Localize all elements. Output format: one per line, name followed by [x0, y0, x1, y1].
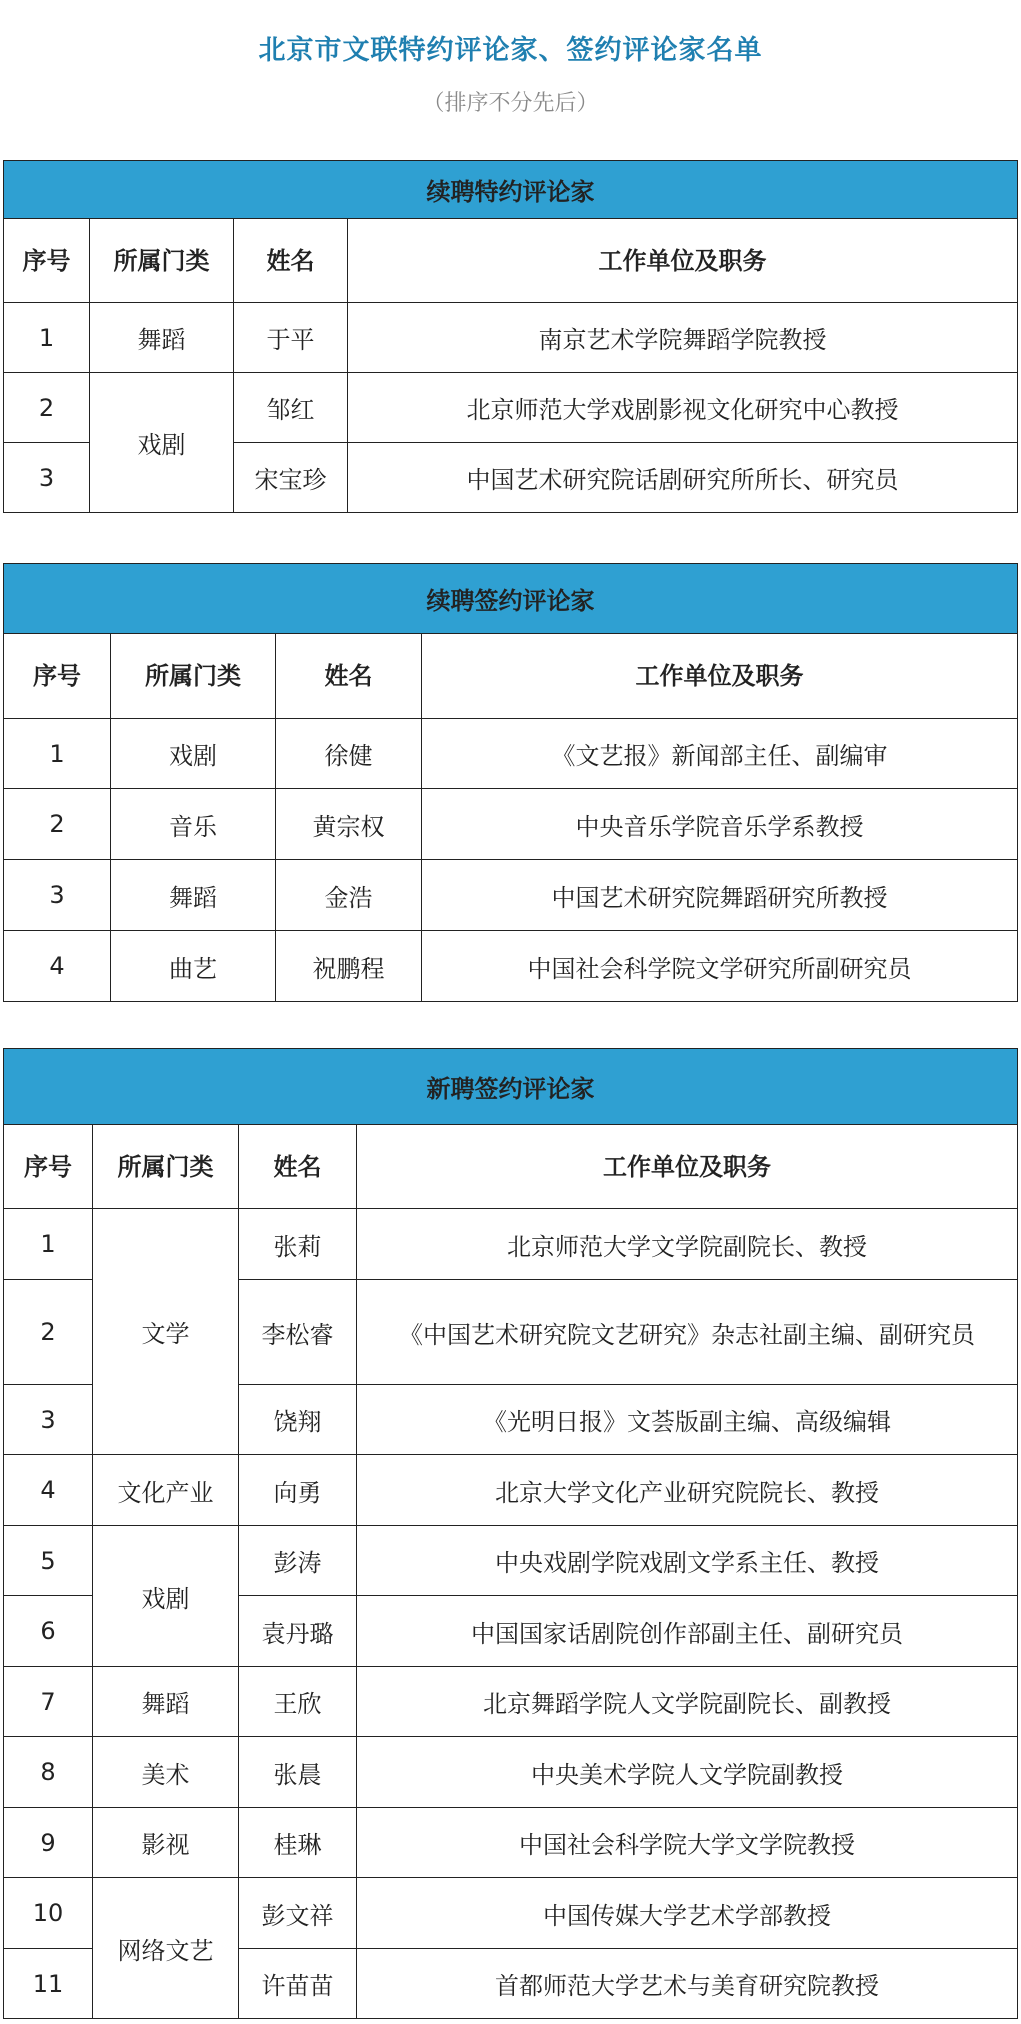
table-row	[4, 1455, 1018, 1526]
header-name: 姓名	[239, 1125, 357, 1209]
cell-category: 美术	[93, 1737, 239, 1808]
cell-name: 彭涛	[239, 1526, 357, 1596]
cell-no: 5	[4, 1526, 93, 1596]
cell-unit: 北京师范大学戏剧影视文化研究中心教授	[348, 373, 1018, 443]
table-row	[4, 1667, 1018, 1737]
cell-category: 戏剧	[90, 373, 234, 513]
cell-unit: 中国社会科学院大学文学院教授	[357, 1808, 1018, 1878]
cell-unit: 中国传媒大学艺术学部教授	[357, 1878, 1018, 1949]
cell-no: 2	[4, 789, 111, 860]
cell-name: 许苗苗	[239, 1949, 357, 2019]
table-row	[4, 1737, 1018, 1808]
table-row	[4, 373, 1018, 443]
cell-no: 3	[4, 860, 111, 931]
cell-category: 舞蹈	[111, 860, 276, 931]
cell-category: 戏剧	[93, 1526, 239, 1667]
table-renewed-special-critics	[3, 160, 1018, 513]
cell-name: 饶翔	[239, 1385, 357, 1455]
cell-no: 1	[4, 1209, 93, 1280]
cell-no: 1	[4, 303, 90, 373]
cell-no: 2	[4, 373, 90, 443]
table-row	[4, 1209, 1018, 1280]
header-unit: 工作单位及职务	[348, 219, 1018, 303]
cell-unit: 北京师范大学文学院副院长、教授	[357, 1209, 1018, 1280]
cell-no: 3	[4, 443, 90, 513]
cell-name: 黄宗权	[276, 789, 422, 860]
cell-unit: 首都师范大学艺术与美育研究院教授	[357, 1949, 1018, 2019]
cell-name: 于平	[234, 303, 348, 373]
table-row	[4, 303, 1018, 373]
section-title: 续聘特约评论家	[4, 161, 1018, 219]
cell-name: 桂琳	[239, 1808, 357, 1878]
cell-name: 王欣	[239, 1667, 357, 1737]
cell-name: 徐健	[276, 719, 422, 789]
header-no: 序号	[4, 219, 90, 303]
cell-name: 金浩	[276, 860, 422, 931]
section-title: 新聘签约评论家	[4, 1049, 1018, 1125]
header-no: 序号	[4, 1125, 93, 1209]
header-category: 所属门类	[111, 634, 276, 719]
cell-no: 2	[4, 1280, 93, 1385]
header-name: 姓名	[276, 634, 422, 719]
cell-no: 4	[4, 1455, 93, 1526]
page-title: 北京市文联特约评论家、签约评论家名单	[258, 35, 763, 66]
cell-unit: 北京大学文化产业研究院院长、教授	[357, 1455, 1018, 1526]
section-title: 续聘签约评论家	[4, 564, 1018, 634]
table-new-contract-critics	[3, 1048, 1018, 2019]
cell-no: 9	[4, 1808, 93, 1878]
cell-no: 3	[4, 1385, 93, 1455]
table-renewed-contract-critics	[3, 563, 1018, 1002]
cell-unit: 北京舞蹈学院人文学院副院长、副教授	[357, 1667, 1018, 1737]
cell-no: 1	[4, 719, 111, 789]
cell-category: 网络文艺	[93, 1878, 239, 2019]
cell-no: 7	[4, 1667, 93, 1737]
cell-unit: 中国国家话剧院创作部副主任、副研究员	[357, 1596, 1018, 1667]
header-row	[4, 1125, 1018, 1209]
cell-name: 宋宝珍	[234, 443, 348, 513]
cell-no: 11	[4, 1949, 93, 2019]
cell-category: 影视	[93, 1808, 239, 1878]
header-name: 姓名	[234, 219, 348, 303]
table-row	[4, 719, 1018, 789]
cell-unit: 中国艺术研究院舞蹈研究所教授	[422, 860, 1018, 931]
table-row	[4, 1808, 1018, 1878]
cell-unit: 中国社会科学院文学研究所副研究员	[422, 931, 1018, 1002]
cell-category: 文学	[93, 1209, 239, 1455]
cell-no: 4	[4, 931, 111, 1002]
cell-name: 袁丹璐	[239, 1596, 357, 1667]
cell-no: 10	[4, 1878, 93, 1949]
cell-category: 舞蹈	[90, 303, 234, 373]
cell-unit: 《中国艺术研究院文艺研究》杂志社副主编、副研究员	[357, 1280, 1018, 1385]
header-category: 所属门类	[93, 1125, 239, 1209]
cell-category: 曲艺	[111, 931, 276, 1002]
cell-category: 文化产业	[93, 1455, 239, 1526]
cell-unit: 中央戏剧学院戏剧文学系主任、教授	[357, 1526, 1018, 1596]
cell-unit: 《光明日报》文荟版副主编、高级编辑	[357, 1385, 1018, 1455]
cell-name: 邹红	[234, 373, 348, 443]
table-row	[4, 1878, 1018, 1949]
header-unit: 工作单位及职务	[422, 634, 1018, 719]
cell-no: 6	[4, 1596, 93, 1667]
table-row	[4, 931, 1018, 1002]
table-row	[4, 860, 1018, 931]
page-subtitle: （排序不分先后）	[422, 91, 599, 116]
cell-category: 戏剧	[111, 719, 276, 789]
cell-unit: 南京艺术学院舞蹈学院教授	[348, 303, 1018, 373]
header-no: 序号	[4, 634, 111, 719]
table-row	[4, 1526, 1018, 1596]
cell-name: 张晨	[239, 1737, 357, 1808]
cell-name: 祝鹏程	[276, 931, 422, 1002]
cell-unit: 《文艺报》新闻部主任、副编审	[422, 719, 1018, 789]
header-unit: 工作单位及职务	[357, 1125, 1018, 1209]
cell-unit: 中国艺术研究院话剧研究所所长、研究员	[348, 443, 1018, 513]
cell-name: 张莉	[239, 1209, 357, 1280]
header-category: 所属门类	[90, 219, 234, 303]
table-row	[4, 789, 1018, 860]
cell-name: 向勇	[239, 1455, 357, 1526]
cell-no: 8	[4, 1737, 93, 1808]
header-row	[4, 634, 1018, 719]
cell-unit: 中央美术学院人文学院副教授	[357, 1737, 1018, 1808]
cell-name: 李松睿	[239, 1280, 357, 1385]
cell-unit: 中央音乐学院音乐学系教授	[422, 789, 1018, 860]
header-row	[4, 219, 1018, 303]
cell-name: 彭文祥	[239, 1878, 357, 1949]
cell-category: 舞蹈	[93, 1667, 239, 1737]
cell-category: 音乐	[111, 789, 276, 860]
